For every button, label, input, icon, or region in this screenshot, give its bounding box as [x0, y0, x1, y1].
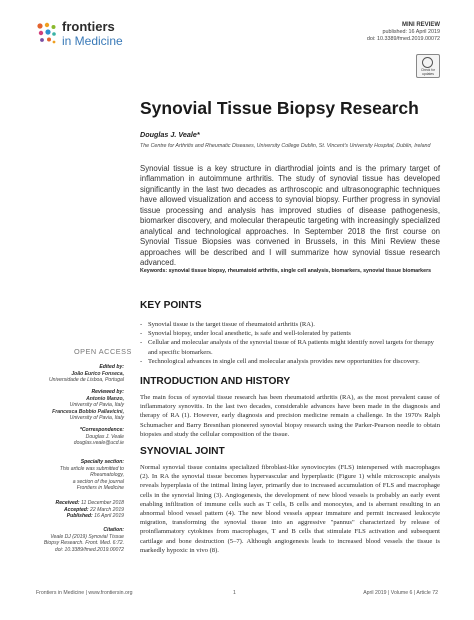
list-item: - Synovial tissue is the target tissue of rheumatoid arthritis (RA). — [140, 320, 440, 329]
key-points-list — [140, 320, 440, 366]
article-title: Synovial Tissue Biopsy Research — [140, 98, 419, 118]
published-date: published: 16 April 2019 — [382, 29, 440, 35]
edited-by — [14, 364, 124, 384]
published-date-side: 16 April 2019 — [94, 513, 124, 520]
edited-by-label: Edited by: — [99, 364, 124, 370]
reviewer-affiliation: University of Pavia, Italy — [69, 402, 124, 409]
footer-issue-info: April 2019 | Volume 6 | Article 72 — [363, 590, 438, 596]
reviewer-affiliation: University of Pavia, Italy — [69, 415, 124, 422]
list-item: - Cellular and molecular analysis of the synovial tissue of RA patients might identify novel targets for therapy and specific biomarkers. — [140, 338, 440, 356]
logo-subtitle: in Medicine — [62, 34, 123, 48]
accepted-label: Accepted: — [63, 506, 89, 513]
check-updates-label: Check for updates — [420, 68, 436, 76]
footer-journal-link[interactable]: Frontiers in Medicine | www.frontiersin.org — [36, 590, 133, 596]
correspondence-email[interactable]: douglas.veale@ucd.ie — [73, 440, 124, 447]
reviewed-by — [14, 389, 124, 422]
doi-link[interactable]: doi: 10.3389/fmed.2019.00072 — [366, 36, 440, 42]
logo-wordmark: frontiers — [62, 19, 115, 34]
specialty-line: This article was submitted to — [59, 465, 124, 472]
correspondence-name: Douglas J. Veale — [85, 433, 124, 440]
citation-line: Veale DJ (2019) Synovial Tissue — [50, 533, 124, 540]
open-access-label: OPEN ACCESS — [74, 347, 132, 356]
frontiers-logo-icon — [36, 22, 58, 46]
specialty-section — [14, 459, 124, 492]
reviewer-name: Antonio Manzo, — [86, 395, 124, 402]
published-label: Published: — [66, 513, 93, 520]
specialty-line: Frontiers in Medicine — [76, 485, 124, 492]
keywords-label: Keywords: — [140, 268, 168, 274]
abstract: Synovial tissue is a key structure in diarthrodial joints and is the primary target of inflammation in autoimmune arthritis. The study of synovial tissue has developed significantly in the last two decades as arthroscopic and ultrasonographic techniques have allowed visualization and access to synovial biopsy. Further progress in synovial tissue processing and analysis has improved studies of disease pathogenesis, biomarker discovery, and molecular therapeutic targeting with increasingly specialized analytical and technological approaches. In September 2018 the first course on Synovial Tissue Biopsies was convened in Brussels, in this Mini Review these approaches will be described and I will summarize how synovial tissue research advanced. — [140, 164, 440, 268]
footer-page-number: 1 — [233, 590, 236, 596]
article-meta — [367, 22, 440, 43]
citation — [14, 527, 124, 553]
received-date: 11 December 2018 — [81, 500, 124, 506]
reviewer-name: Francesca Bobbio Pallavicini, — [52, 408, 124, 415]
citation-label: Citation: — [103, 527, 124, 533]
intro-heading: INTRODUCTION AND HISTORY — [140, 376, 291, 387]
synovial-joint-heading: SYNOVIAL JOINT — [140, 446, 225, 457]
accepted-date: 22 March 2019 — [90, 506, 124, 513]
specialty-line: Rheumatology, — [90, 472, 124, 479]
dates — [14, 500, 124, 520]
specialty-label: Specialty section: — [80, 459, 124, 465]
citation-line: Biopsy Research. Front. Med. 6:72. — [43, 540, 124, 547]
author-affiliation: The Centre for Arthritis and Rheumatic Diseases, University College Dublin, St. Vincent's University Hospital, Dublin, Ireland — [140, 143, 431, 149]
key-points-heading: KEY POINTS — [140, 300, 202, 311]
keywords — [140, 268, 440, 274]
intro-text: The main focus of synovial tissue research has been rheumatoid arthritis (RA), as the most prevalent cause of inflammatory synovitis. In the last two decades, considerable advances have been made in the diagnosis and therapy of RA (1). However, early diagnosis and precision medicine remain a challenge. In the 1970's Ralph Schumacher and Barry Bresnihan pioneered synovial biopsy research using the Parker-Pearson needle to obtain biopsies and study the cellular composition of the tissue. — [140, 394, 440, 438]
specialty-line: a section of the journal — [72, 478, 124, 485]
keywords-list: synovial tissue biopsy, rheumatoid arthritis, single cell analysis, biomarkers, synovial tissue biomarkers — [168, 268, 432, 274]
synovial-joint-text: Normal synovial tissue contains specialized fibroblast-like synoviocytes (FLS) interspersed with macrophages (2). In RA the synovial tissue becomes hypervascular and hyperplastic (Figure 1) while microscopic analysis reveals hyperplasia of the intimal lining layer, primarily due to increased accumulation of FLS and macrophage cells in the synovial lining (3). Angiogenesis, the development of new blood vessels is probably an early event enabling infiltration of immune cells such as T cells, B cells and monocytes, and is aberrant resulting in an abnormal blood vessel pattern (4). The new blood vessels appear immature and permit increased leukocyte migration, transforming the synovial tissue into an aggressive "pannus" characterized by release of proinflammatory cytokines from macrophages, T and B cells that stimulate FLS activation and subsequent cartilage and bone destruction (5–7). Although angiogenesis leads to increased blood vessels the tissue is markedly hypoxic in vivo (8). — [140, 464, 440, 554]
list-item: - Synovial biopsy, under local anesthetic, is safe and well-tolerated by patients — [140, 329, 440, 338]
reviewed-by-label: Reviewed by: — [91, 389, 124, 395]
citation-doi[interactable]: doi: 10.3389/fmed.2019.00072 — [54, 546, 124, 553]
author-name[interactable]: Douglas J. Veale* — [140, 130, 200, 139]
list-item: - Technological advances in single cell and molecular analysis provides new opportunities for discovery. — [140, 357, 440, 366]
editor-affiliation: Universidade de Lisboa, Portugal — [48, 377, 124, 384]
journal-logo — [36, 20, 156, 52]
check-updates-icon — [422, 57, 433, 68]
correspondence — [14, 427, 124, 447]
editor-name: João Eurico Fonseca, — [71, 370, 124, 377]
check-for-updates-button[interactable] — [416, 54, 440, 78]
article-type: MINI REVIEW — [401, 22, 440, 28]
correspondence-label: *Correspondence: — [79, 427, 124, 433]
received-label: Received: — [55, 500, 80, 506]
